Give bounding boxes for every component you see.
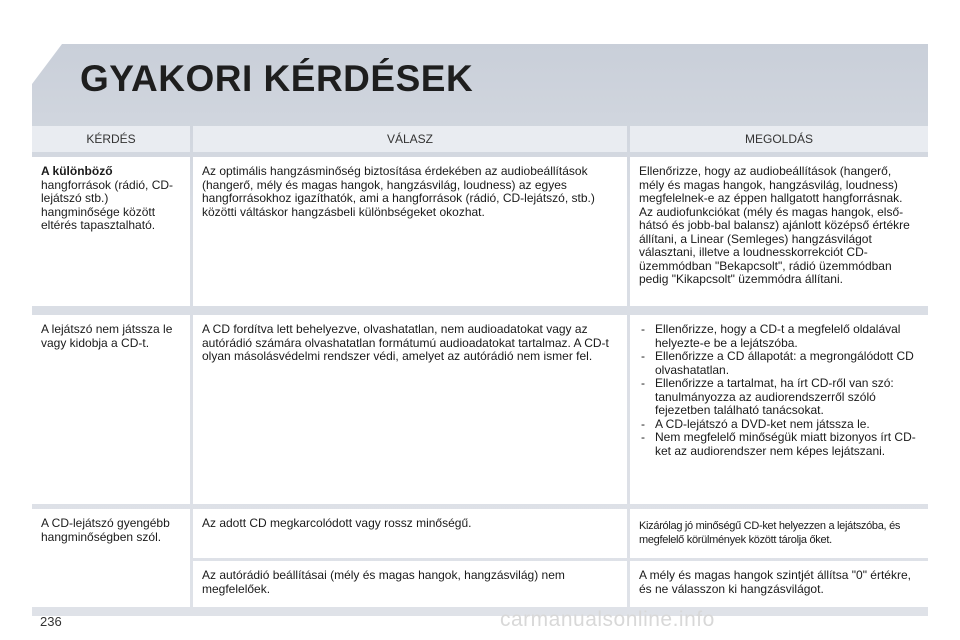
row3-question: A CD-lejátszó gyengébb hangminőségben szól. <box>32 509 190 607</box>
row3b-solution: A mély és magas hangok szintjét állítsa "0" értékre, és ne válasszon ki hangzásvilágot. <box>630 561 928 607</box>
header-answer: VÁLASZ <box>193 126 627 152</box>
row2-answer: A CD fordítva lett behelyezve, olvashatatlan, nem audioadatokat vagy az autórádió számára olvashatatlan formátumú audioadatokat tartalmaz. A CD-t olyan másolásvédelmi rendszer védi, amelyet az autórádió nem ismer fel. <box>193 315 627 504</box>
row3b-answer: Az autórádió beállításai (mély és magas hangok, hangzásvilág) nem megfelelőek. <box>193 561 627 607</box>
row1-answer: Az optimális hangzásminőség biztosítása érdekében az audiobeállítások (hangerő, mély és magas hangok, hangzásvilág, loudness) az egyes hangforrásokhoz igazíthatók, ami a hangforrások (rádió, CD-lejátszó, stb.) közötti váltáskor hangzásbeli különbségeket okozhat. <box>193 157 627 306</box>
list-item: - Ellenőrizze, hogy a CD-t a megfelelő oldalával helyezte-e be a lejátszóba. <box>639 323 918 350</box>
list-item: - Ellenőrizze a tartalmat, ha írt CD-ről van szó: tanulmányozza az audiorendszerről szóló fejezetben található tanácsokat. <box>639 377 918 418</box>
list-item: - Nem megfelelő minőségük miatt bizonyos írt CD-ket az audiorendszer nem képes lejátszani. <box>639 431 918 458</box>
list-item: - A CD-lejátszó a DVD-ket nem játssza le. <box>639 418 918 432</box>
row2-solution-list <box>639 323 918 458</box>
page-title: GYAKORI KÉRDÉSEK <box>80 58 474 99</box>
row1-question-text: hangforrások (rádió, CD-lejátszó stb.) hangminősége között eltérés tapasztalható. <box>41 177 174 232</box>
row1-question <box>32 157 190 306</box>
row1-question-bold: A különböző <box>41 164 113 178</box>
row2-solution <box>630 315 928 504</box>
row3a-solution: Kizárólag jó minőségű CD-ket helyezzen a lejátszóba, és megfelelő körülmények között tárolja őket. <box>630 509 928 558</box>
page-number: 236 <box>40 614 62 629</box>
row3a-answer: Az adott CD megkarcolódott vagy rossz minőségű. <box>193 509 627 558</box>
row1-solution: Ellenőrizze, hogy az audiobeállítások (hangerő, mély és magas hangok, hangzásvilág, loudness) megfelelnek-e az éppen hallgatott hangforrásnak. Az audiofunkciókat (mély és magas hangok, első-hátsó és jobb-bal balansz) ajánlott középső értékre állítani, a Linear (Semleges) hangzásvilágot választani, illetve a loudnesskorrekciót CD-üzemmódban "Bekapcsolt", rádió üzemmódban pedig "Kikapcsolt" üzemmódra állítani. <box>630 157 928 306</box>
header-question: KÉRDÉS <box>32 126 190 152</box>
header-solution: MEGOLDÁS <box>630 126 928 152</box>
row2-question: A lejátszó nem játssza le vagy kidobja a CD-t. <box>32 315 190 504</box>
list-item: - Ellenőrizze a CD állapotát: a megrongálódott CD olvashatatlan. <box>639 350 918 377</box>
watermark: carmanualsonline.info <box>500 608 715 631</box>
